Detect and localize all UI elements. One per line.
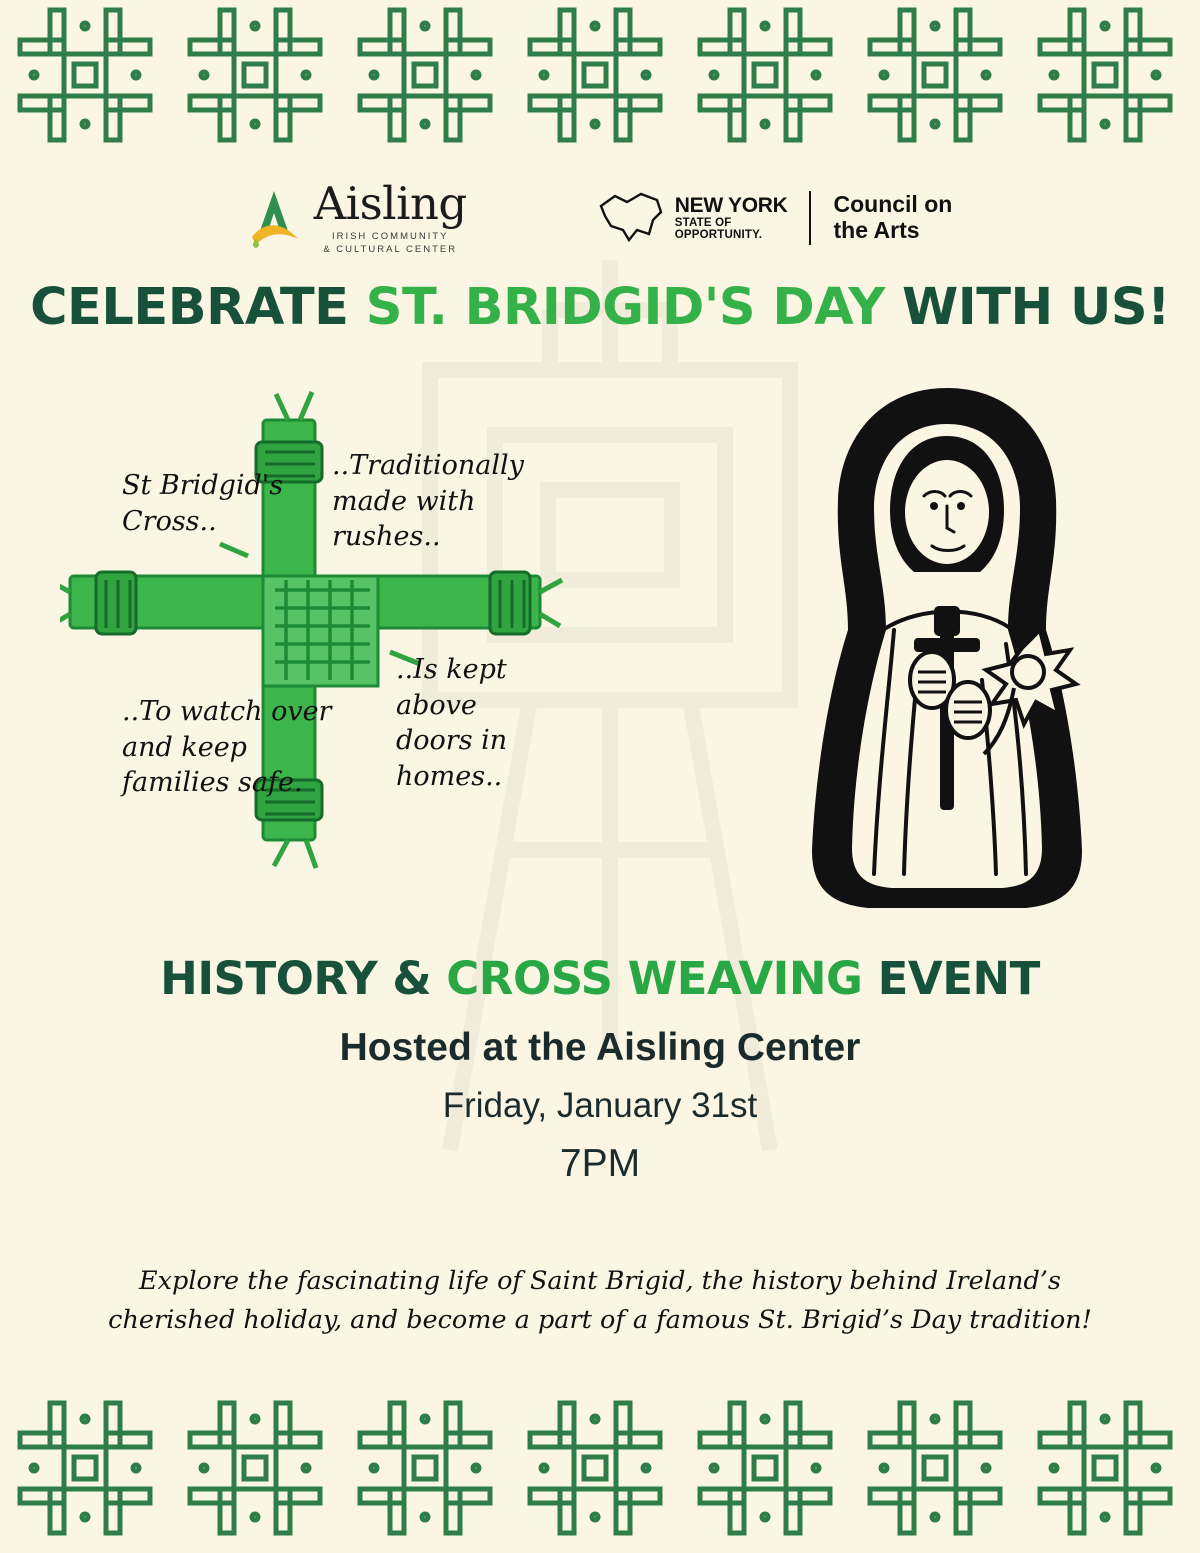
event-description: Explore the fascinating life of Saint Brigid, the history behind Ireland’s cherished holiday, and become a part of a famous St. Brigid’s Day tradition! [108, 1266, 1092, 1335]
aisling-wordmark [313, 177, 467, 255]
annotation-cross-name: St Bridgid's Cross.. [122, 470, 284, 537]
headline-part-1: CELEBRATE [30, 278, 366, 337]
nysca-council-line-1: Council on [833, 191, 953, 218]
event-time: 7PM [559, 1142, 641, 1185]
st-brigids-cross-icon [680, 1393, 850, 1553]
nysca-council-words [833, 192, 952, 244]
st-brigids-cross-icon [340, 0, 510, 160]
bottom-cross-border [0, 1393, 1200, 1553]
st-brigids-cross-icon [850, 1393, 1020, 1553]
nysca-logo [597, 190, 953, 246]
logo-row [0, 168, 1200, 268]
aisling-name: Aisling [313, 177, 467, 230]
event-title-part-1: HISTORY & [160, 952, 447, 1005]
aisling-mark-icon [248, 187, 304, 249]
event-location: Hosted at the Aisling Center [339, 1026, 861, 1069]
aisling-subtitle-2: & CULTURAL CENTER [323, 244, 458, 255]
st-brigids-cross-icon [850, 0, 1020, 160]
top-cross-border [0, 0, 1200, 160]
event-title-part-2: CROSS WEAVING [446, 952, 878, 1005]
nysca-line-3: OPPORTUNITY. [674, 229, 763, 242]
nysca-line-1: NEW YORK [674, 193, 788, 217]
saint-brigid-illustration [782, 380, 1112, 920]
st-brigids-cross-icon [0, 1393, 170, 1553]
st-brigids-cross-icon [510, 1393, 680, 1553]
nysca-divider [809, 191, 811, 245]
headline-part-2: ST. BRIDGID'S DAY [365, 278, 903, 337]
st-brigids-cross-icon [510, 0, 680, 160]
st-brigids-cross-icon [680, 0, 850, 160]
nysca-line-2: STATE OF [674, 216, 732, 229]
st-brigids-cross-icon [1020, 0, 1190, 160]
st-brigids-cross-icon [1020, 1393, 1190, 1553]
event-date: Friday, January 31st [442, 1086, 758, 1125]
st-brigids-cross-icon [0, 0, 170, 160]
st-brigids-cross-icon [170, 0, 340, 160]
aisling-subtitle-1: IRISH COMMUNITY [331, 231, 449, 242]
annotation-made-with-rushes: ..Traditionally made with rushes.. [332, 450, 524, 553]
headline-part-3: WITH US! [902, 278, 1170, 337]
st-brigids-cross-icon [340, 1393, 510, 1553]
nysca-state-words [675, 195, 788, 241]
page-title [0, 278, 1200, 337]
new-york-state-map-icon [597, 190, 665, 246]
event-title-part-3: EVENT [877, 952, 1040, 1005]
annotation-watch-over: ..To watch over and keep families safe. [122, 696, 332, 799]
st-brigids-cross-icon [170, 1393, 340, 1553]
annotation-kept-above-doors: ..Is kept above doors in homes.. [396, 654, 508, 792]
event-title [0, 952, 1200, 1005]
nysca-council-line-2: the Arts [833, 217, 920, 243]
aisling-logo [248, 177, 467, 255]
